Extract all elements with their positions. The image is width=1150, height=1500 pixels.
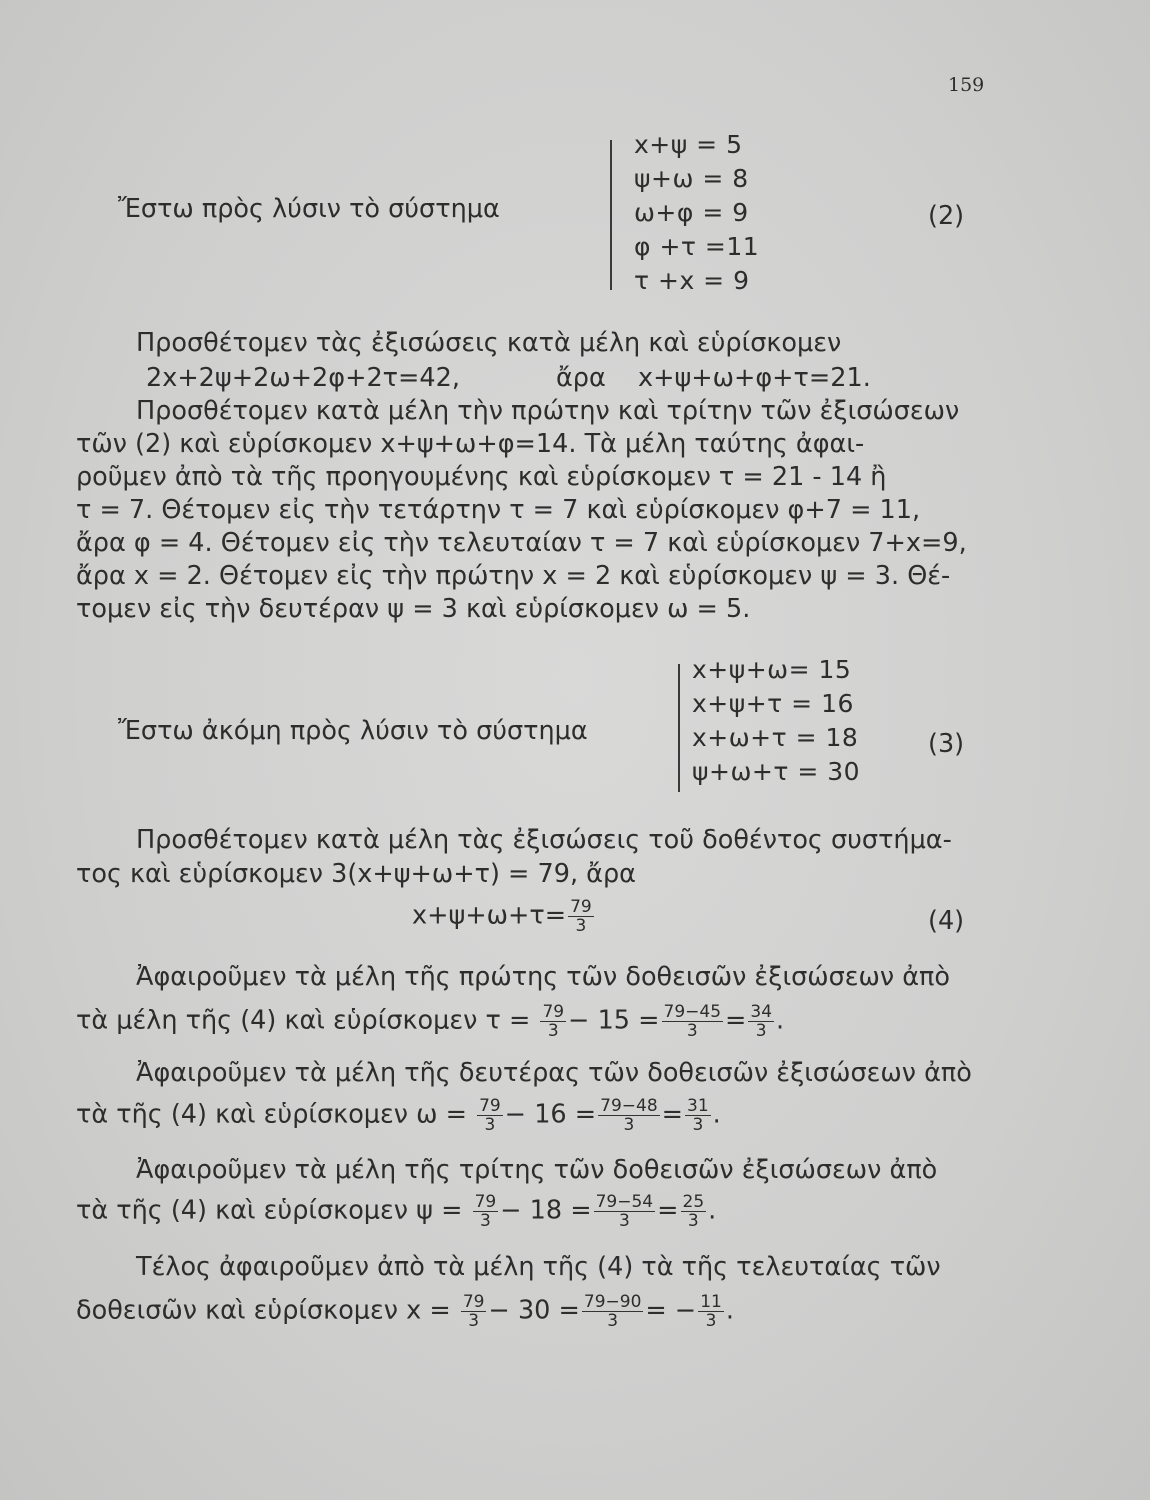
x-fraction-1: $\frac{79}{3}$: [462, 1292, 485, 1331]
system-2-eq-4: φ +τ =11: [634, 232, 760, 261]
para1-line6: τ = 7. Θέτομεν εἰς τὴν τετάρτην τ = 7 καὶ εὑρίσκομεν φ+7 = 11,: [76, 495, 921, 525]
para1-line2c: x+ψ+ω+φ+τ=21.: [638, 363, 871, 393]
omega-fraction-2: $\frac{79-48}{3}$: [600, 1096, 658, 1135]
para1-line3: Προσθέτομεν κατὰ μέλη τὴν πρώτην καὶ τρίτην τῶν ἐξισώσεων: [136, 396, 960, 426]
system-2-label: (2): [928, 201, 965, 231]
psi-line1: Ἀφαιροῦμεν τὰ μέλη τῆς τρίτης τῶν δοθεισῶν ἐξισώσεων ἀπὸ: [136, 1155, 938, 1185]
tau-line2: τὰ μέλη τῆς (4) καὶ εὑρίσκομεν τ = $\frac{79}{3}$ − 15 = $\frac{79-45}{3}$ = $\frac{34}{3}$ .: [76, 1002, 785, 1041]
para1-line2b: ἄρα: [556, 363, 606, 393]
equation-4: [412, 898, 596, 935]
system-3-intro: Ἔστω ἀκόμη πρὸς λύσιν τὸ σύστημα: [118, 716, 588, 746]
system-3-label: (3): [928, 729, 965, 759]
system-2-eq-1: x+ψ = 5: [634, 130, 743, 159]
para1-line4: τῶν (2) καὶ εὑρίσκομεν x+ψ+ω+φ=14. Τὰ μέλη ταύτης ἀφαι-: [76, 429, 865, 459]
psi-fraction-3: $\frac{25}{3}$: [682, 1192, 705, 1231]
equation-4-label: (4): [928, 906, 965, 936]
x-line2: δοθεισῶν καὶ εὑρίσκομεν x = $\frac{79}{3}$ − 30 = $\frac{79-90}{3}$ = − $\frac{11}{3}$ .: [76, 1292, 734, 1331]
omega-fraction-1: $\frac{79}{3}$: [479, 1096, 501, 1135]
system-3-eq-3: x+ω+τ = 18: [692, 723, 859, 752]
para1-line8: ἄρα x = 2. Θέτομεν εἰς τὴν πρώτην x = 2 καὶ εὑρίσκομεν ψ = 3. Θέ-: [76, 561, 951, 591]
tau-fraction-1: $\frac{79}{3}$: [542, 1002, 565, 1041]
tau-fraction-2: $\frac{79-45}{3}$: [663, 1002, 722, 1041]
system-3-eq-4: ψ+ω+τ = 30: [692, 757, 861, 786]
system-2-eq-5: τ +x = 9: [634, 266, 750, 295]
para1-line5: ροῦμεν ἀπὸ τὰ τῆς προηγουμένης καὶ εὑρίσκομεν τ = 21 - 14 ἢ: [76, 462, 887, 492]
psi-line2: τὰ τῆς (4) καὶ εὑρίσκομεν ψ = $\frac{79}{3}$ − 18 = $\frac{79-54}{3}$ = $\frac{25}{3}$ .: [76, 1192, 717, 1231]
system-2-intro: Ἔστω πρὸς λύσιν τὸ σύστημα: [118, 194, 500, 224]
system-3-eq-1: x+ψ+ω= 15: [692, 655, 852, 684]
equation-4-fraction: $\frac{79}{3}$: [570, 897, 592, 936]
psi-fraction-1: $\frac{79}{3}$: [474, 1192, 497, 1231]
para2-line2: τος καὶ εὑρίσκομεν 3(x+ψ+ω+τ) = 79, ἄρα: [76, 859, 636, 889]
equation-4-lhs: x+ψ+ω+τ=: [412, 900, 567, 931]
x-fraction-2: $\frac{79-90}{3}$: [583, 1292, 642, 1331]
tau-line1: Ἀφαιροῦμεν τὰ μέλη τῆς πρώτης τῶν δοθεισῶν ἐξισώσεων ἀπὸ: [136, 962, 950, 992]
system-2-eq-3: ω+φ = 9: [634, 198, 749, 227]
omega-fraction-3: $\frac{31}{3}$: [687, 1096, 709, 1135]
para2-line1: Προσθέτομεν κατὰ μέλη τὰς ἐξισώσεις τοῦ δοθέντος συστήμα-: [136, 825, 952, 855]
omega-line2: τὰ τῆς (4) καὶ εὑρίσκομεν ω = $\frac{79}{3}$ − 16 = $\frac{79-48}{3}$ = $\frac{31}{3}$ .: [76, 1096, 721, 1135]
system-3-brace: [678, 664, 680, 792]
x-line1: Τέλος ἀφαιροῦμεν ἀπὸ τὰ μέλη τῆς (4) τὰ τῆς τελευταίας τῶν: [136, 1252, 941, 1282]
page-number: 159: [948, 74, 985, 96]
system-2-brace: [610, 140, 612, 290]
omega-line1: Ἀφαιροῦμεν τὰ μέλη τῆς δευτέρας τῶν δοθεισῶν ἐξισώσεων ἀπὸ: [136, 1058, 972, 1088]
system-3-eq-2: x+ψ+τ = 16: [692, 689, 854, 718]
para1-line9: τομεν εἰς τὴν δευτέραν ψ = 3 καὶ εὑρίσκομεν ω = 5.: [76, 594, 751, 624]
para1-line7: ἄρα φ = 4. Θέτομεν εἰς τὴν τελευταίαν τ = 7 καὶ εὑρίσκομεν 7+x=9,: [76, 528, 967, 558]
para1-line1: Προσθέτομεν τὰς ἐξισώσεις κατὰ μέλη καὶ εὑρίσκομεν: [136, 328, 842, 358]
para1-line2a: 2x+2ψ+2ω+2φ+2τ=42,: [146, 363, 460, 393]
psi-fraction-2: $\frac{79-54}{3}$: [595, 1192, 654, 1231]
x-fraction-3: $\frac{11}{3}$: [700, 1292, 722, 1331]
tau-fraction-3: $\frac{34}{3}$: [750, 1002, 773, 1041]
system-2-eq-2: ψ+ω = 8: [634, 164, 749, 193]
